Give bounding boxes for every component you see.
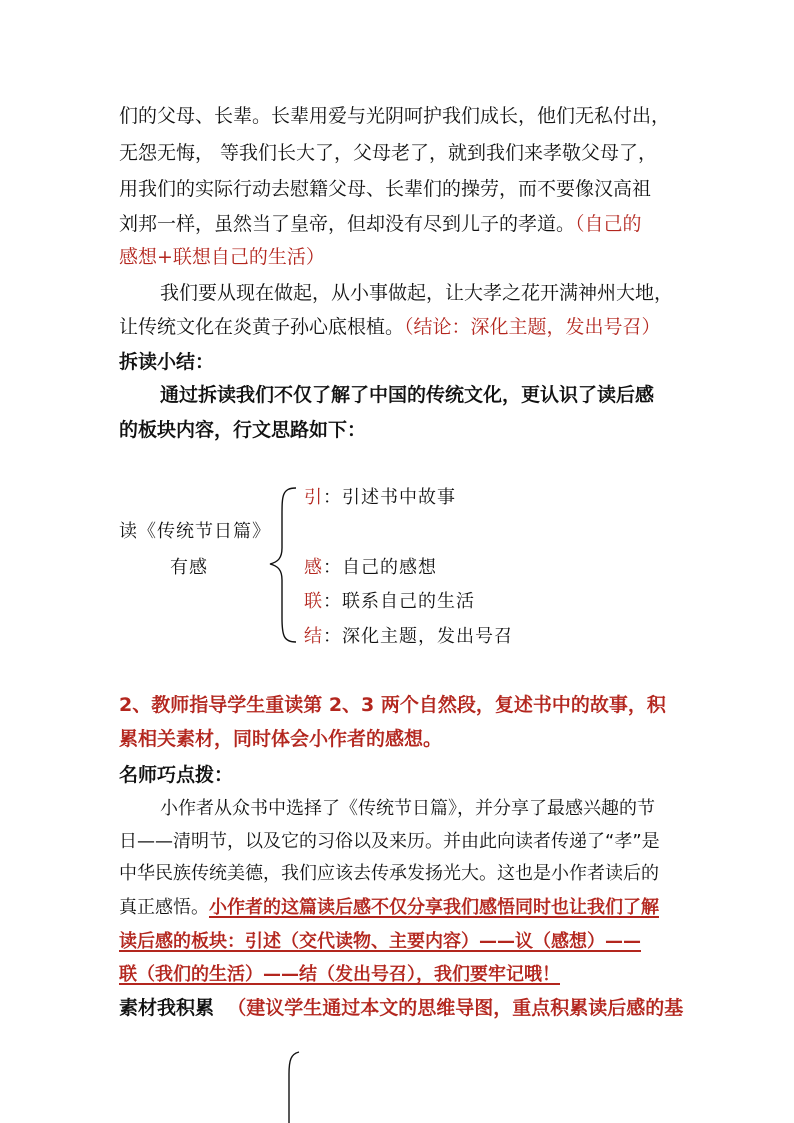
tips-line-2: 日——清明节，以及它的习俗以及来历。并由此向读者传递了“孝”是 [119, 831, 660, 852]
branch-gan-sep: ： [323, 557, 342, 578]
para1-line-3: 用我们的实际行动去慰籍父母、长辈们的操劳，而不要像汉高祖 [119, 178, 652, 200]
para1-note-start: （自己的 [575, 213, 642, 235]
mindmap-branch-yin [304, 486, 456, 510]
para2-line-2 [119, 315, 661, 339]
para2-note: （结论：深化主题，发出号召） [404, 316, 661, 338]
branch-jie-sep: ： [323, 626, 342, 647]
para2-line-2-text: 让传统文化在炎黄子孙心底根植。 [119, 316, 405, 338]
mindmap-branch-jie [304, 625, 513, 649]
branch-yin-text: 引述书中故事 [342, 487, 456, 508]
branch-yin-key: 引 [304, 487, 323, 508]
summary-line-1: 通过拆读我们不仅了解了中国的传统文化，更认识了读后感 [160, 384, 655, 406]
branch-jie-key: 结 [304, 626, 323, 647]
branch-gan-key: 感 [304, 557, 323, 578]
tips-line-4 [119, 896, 659, 920]
summary-line-2: 的板块内容，行文思路如下： [119, 419, 367, 441]
branch-lian-sep: ： [323, 591, 342, 612]
branch-yin-sep: ： [323, 487, 342, 508]
tips-highlight-line-2: 读后感的板块：引述（交代读物、主要内容）——议（感想）—— [119, 931, 641, 952]
material-note: （建议学生通过本文的思维导图，重点积累读后感的基 [227, 997, 684, 1019]
branch-lian-text: 联系自己的生活 [342, 591, 475, 612]
tips-line-4-text: 真正感悟。 [119, 897, 209, 918]
tips-line-3: 中华民族传统美德，我们应该去传承发扬光大。这也是小作者读后的 [119, 863, 659, 884]
branch-lian-key: 联 [304, 591, 323, 612]
tips-line-1: 小作者从众书中选择了《传统节日篇》，并分享了最感兴趣的节 [160, 798, 655, 819]
material-line [119, 996, 683, 1020]
para1-line-1: 们的父母、长辈。长辈用爱与光阴呵护我们成长，他们无私付出， [119, 105, 671, 127]
para1-line-4 [119, 212, 642, 236]
para1-note-end: 感想+联想自己的生活） [119, 246, 325, 268]
para1-line-2: 无怨无悔， 等我们长大了，父母老了，就到我们来孝敬父母了， [119, 142, 658, 164]
mindmap-root-title: 读《传统节日篇》 [119, 521, 271, 542]
tips-highlight-start: 小作者的这篇读后感不仅分享我们感悟同时也让我们了解 [209, 897, 659, 918]
para2-line-1: 我们要从现在做起，从小事做起，让大孝之花开满神州大地， [160, 282, 674, 304]
branch-jie-text: 深化主题，发出号召 [342, 626, 513, 647]
task2-line-2: 累相关素材，同时体会小作者的感想。 [119, 728, 443, 750]
tips-heading: 名师巧点拨： [119, 764, 234, 786]
mindmap-root-subtitle: 有感 [170, 557, 208, 578]
tips-highlight-line-3: 联（我们的生活）——结（发出号召），我们要牢记哦！ [119, 964, 560, 985]
summary-heading: 拆读小结： [119, 351, 215, 373]
mindmap-branch-gan [304, 556, 437, 580]
para1-line-4-text: 刘邦一样，虽然当了皇帝，但却没有尽到儿子的孝道。 [119, 213, 576, 235]
material-label: 素材我积累 [119, 997, 215, 1019]
branch-gan-text: 自己的感想 [342, 557, 437, 578]
task2-line-1: 2、教师指导学生重读第 2、3 两个自然段，复述书中的故事，积 [119, 694, 666, 716]
mindmap-branch-lian [304, 590, 475, 614]
mindmap-brace [268, 486, 298, 646]
next-brace-fragment [283, 1050, 303, 1123]
